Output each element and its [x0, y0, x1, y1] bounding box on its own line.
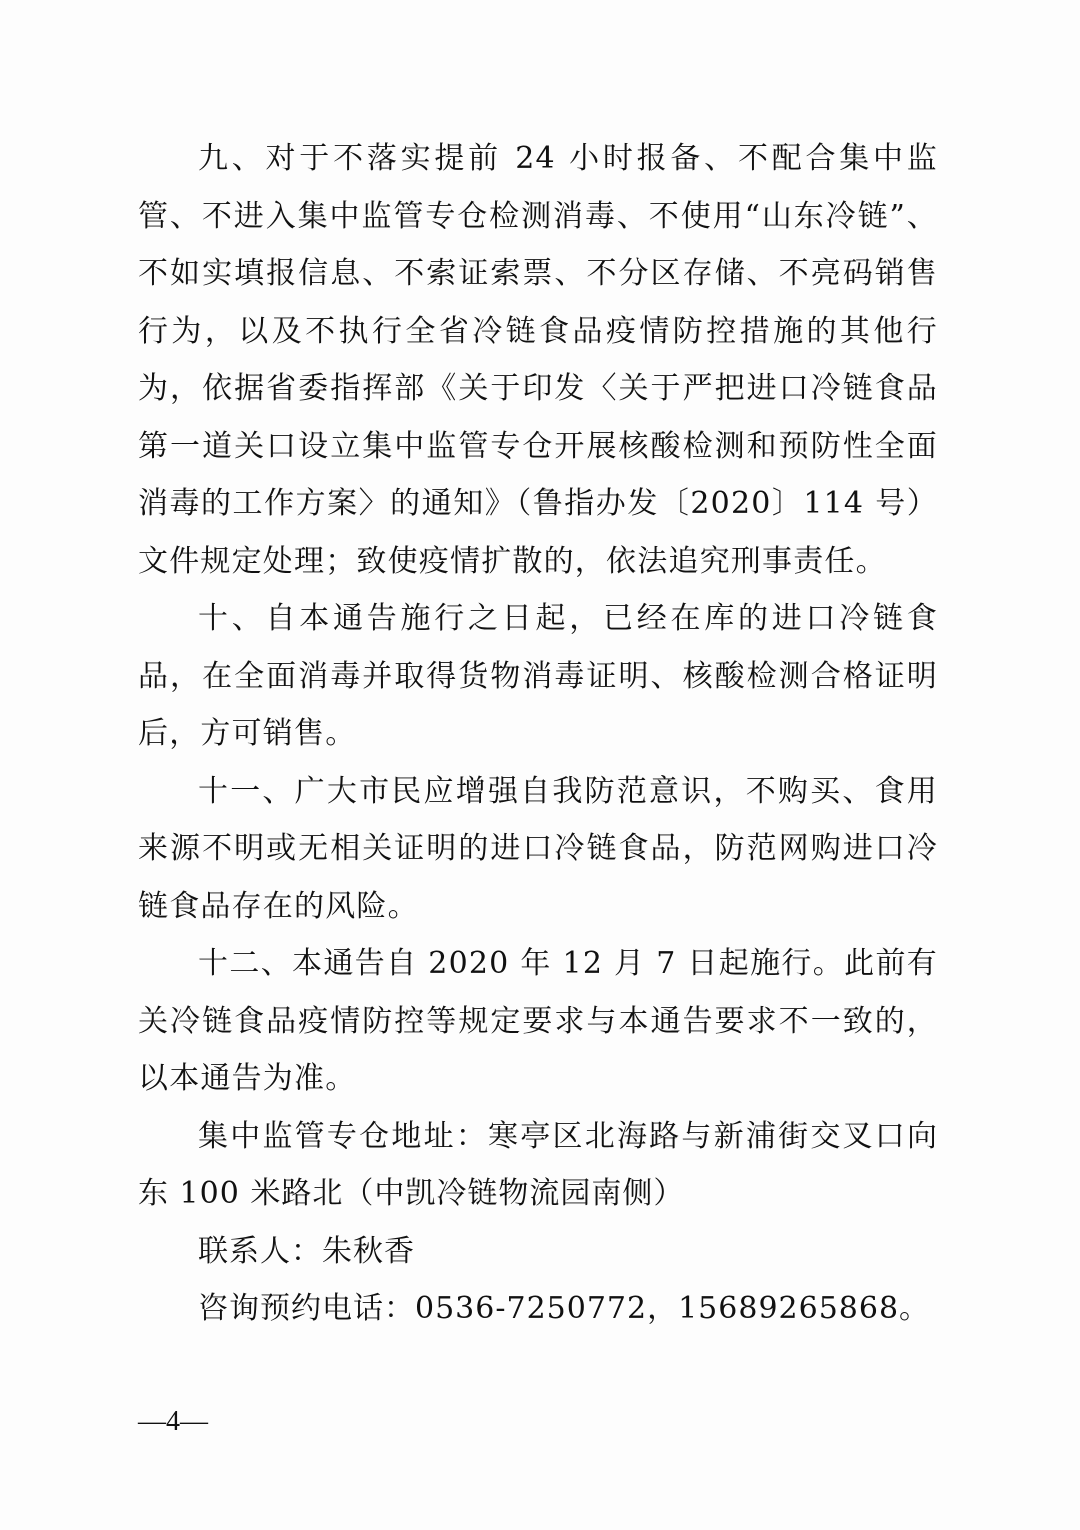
paragraph-item-9: 九、对于不落实提前 24 小时报备、不配合集中监管、不进入集中监管专仓检测消毒、不使用“山东冷链”、不如实填报信息、不索证索票、不分区存储、不亮码销售行为，以及不执行全省冷链食品疫情防控措施的其他行为，依据省委指挥部《关于印发〈关于严把进口冷链食品第一道关口设立集中监管专仓开展核酸检测和预防性全面消毒的工作方案〉的通知》（鲁指办发〔2020〕114 号）文件规定处理；致使疫情扩散的，依法追究刑事责任。 — [138, 141, 938, 579]
document-body — [138, 130, 938, 1338]
paragraph-phone: 咨询预约电话：0536-7250772，15689265868。 — [198, 1291, 931, 1326]
paragraph-contact: 联系人：朱秋香 — [198, 1233, 415, 1269]
page-number: —4— — [138, 1406, 208, 1437]
paragraph-address: 集中监管专仓地址：寒亭区北海路与新浦街交叉口向东 100 米路北（中凯冷链物流园南侧） — [138, 1118, 938, 1211]
paragraph-item-10: 十、自本通告施行之日起，已经在库的进口冷链食品，在全面消毒并取得货物消毒证明、核酸检测合格证明后，方可销售。 — [138, 601, 938, 751]
paragraph-item-11: 十一、广大市民应增强自我防范意识，不购买、食用来源不明或无相关证明的进口冷链食品，防范网购进口冷链食品存在的风险。 — [138, 773, 938, 924]
paragraph-item-12: 十二、本通告自 2020 年 12 月 7 日起施行。此前有关冷链食品疫情防控等规定要求与本通告要求不一致的，以本通告为准。 — [138, 946, 938, 1096]
